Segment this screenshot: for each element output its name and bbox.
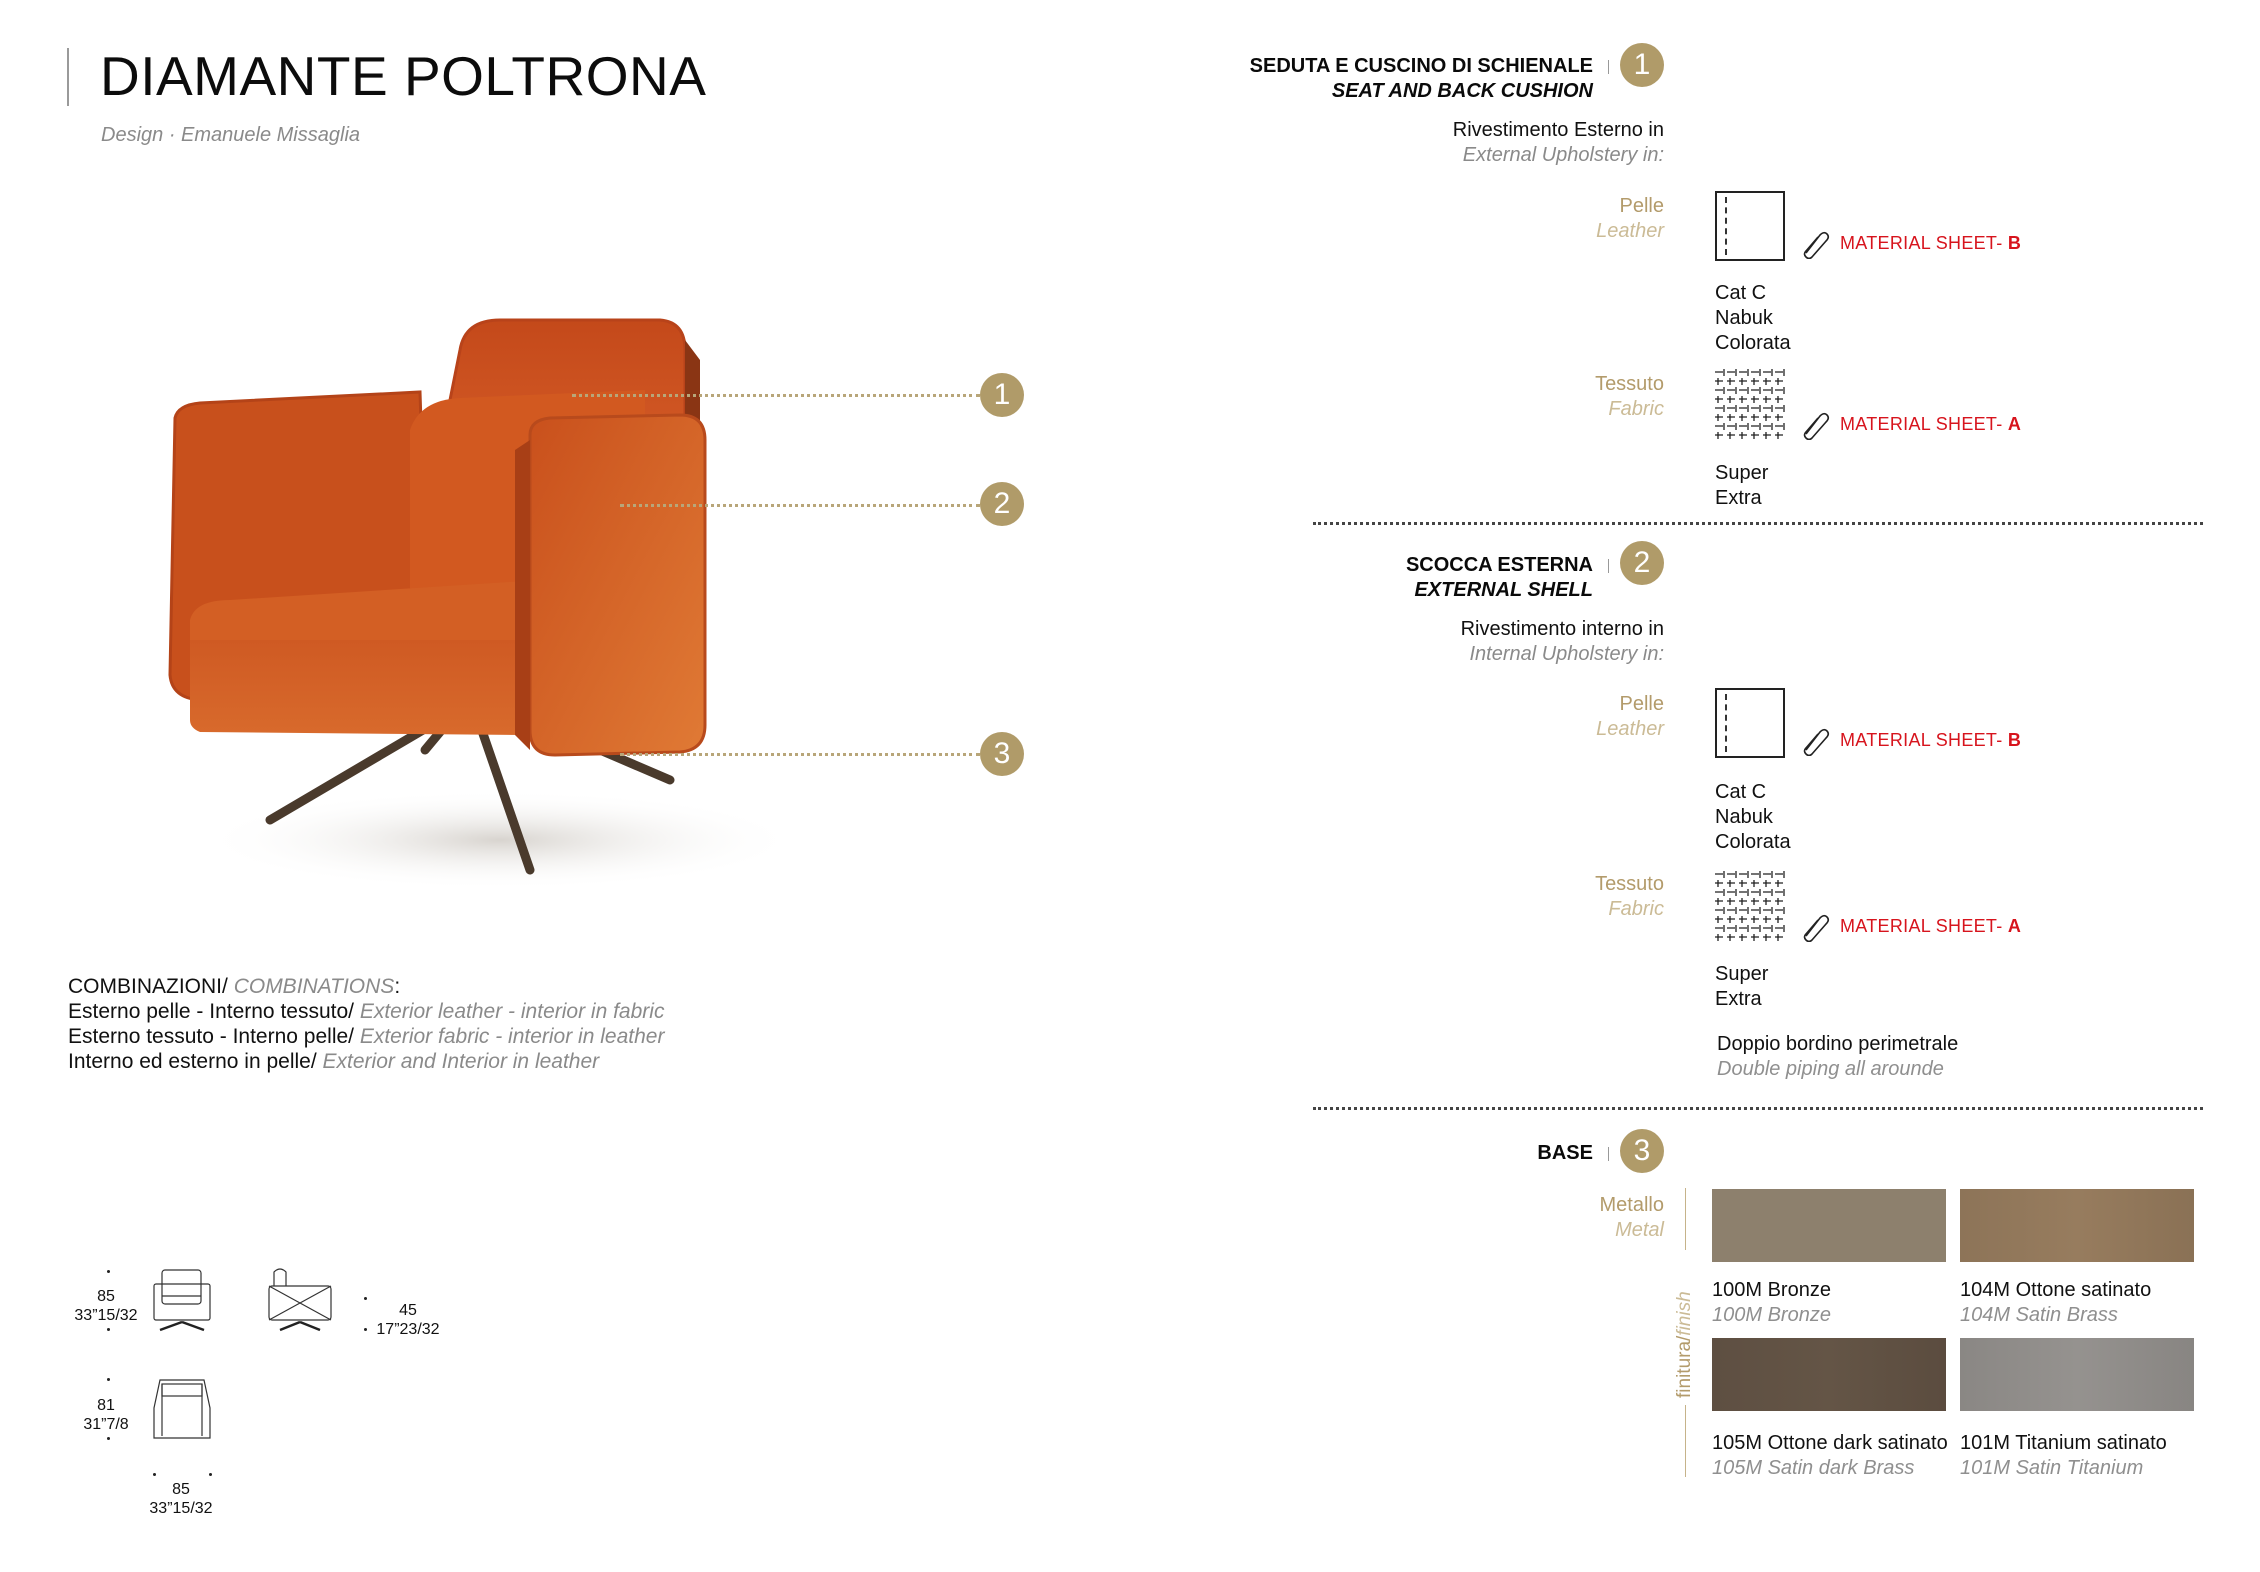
section-1-header xyxy=(1250,54,1593,104)
finish-swatch-104m[interactable] xyxy=(1960,1189,2194,1262)
callout-badge-2: 2 xyxy=(980,482,1024,526)
dimension-seat-height: 45 17”23/32 xyxy=(376,1302,440,1338)
paperclip-icon[interactable] xyxy=(1800,229,1830,259)
dimension-tick xyxy=(364,1297,367,1300)
combination-row: Interno ed esterno in pelle/ Exterior and Interior in leather xyxy=(68,1050,600,1073)
header-separator xyxy=(1608,60,1609,74)
section-1-description: Rivestimento Esterno in External Upholstery in: xyxy=(1452,119,1664,166)
dimension-tick xyxy=(153,1473,156,1476)
front-view-drawing-icon xyxy=(152,1266,212,1332)
section-3-title: BASE xyxy=(1537,1142,1593,1164)
section-3-badge: 3 xyxy=(1620,1129,1664,1173)
dimension-width: 85 33”15/32 xyxy=(149,1481,213,1517)
section-1-leather-label: Pelle Leather xyxy=(1596,195,1664,242)
dimension-tick xyxy=(107,1378,110,1381)
section-divider xyxy=(1313,1107,2203,1110)
combination-row: Esterno tessuto - Interno pelle/ Exterior fabric - interior in leather xyxy=(68,1025,665,1048)
finish-label-101m: 101M Titanium satinato 101M Satin Titanium xyxy=(1960,1432,2167,1479)
section-2-title: SCOCCA ESTERNA xyxy=(1405,554,1593,576)
dimension-depth: 81 31”7/8 xyxy=(83,1397,129,1433)
section-1-title: SEDUTA E CUSCINO DI SCHIENALE xyxy=(1249,55,1593,77)
dimension-tick xyxy=(107,1437,110,1440)
finish-swatch-100m[interactable] xyxy=(1712,1189,1946,1262)
leather-swatch-icon xyxy=(1715,191,1785,261)
finish-label-104m: 104M Ottone satinato 104M Satin Brass xyxy=(1960,1279,2152,1326)
callout-line-1 xyxy=(572,394,980,397)
section-divider xyxy=(1313,522,2203,525)
finish-swatch-105m[interactable] xyxy=(1712,1338,1946,1411)
callout-badge-1: 1 xyxy=(980,373,1024,417)
section-1-fabric-label: Tessuto Fabric xyxy=(1595,373,1664,420)
dimension-tick xyxy=(107,1328,110,1331)
section-1-fabric-categories: Super Extra xyxy=(1715,462,1769,509)
section-2-header xyxy=(1406,553,1593,603)
finish-swatch-101m[interactable] xyxy=(1960,1338,2194,1411)
section-2-leather-categories: Cat C Nabuk Colorata xyxy=(1715,781,1791,853)
designer-credit: Design · Emanuele Missaglia xyxy=(101,124,361,146)
header-separator xyxy=(1608,1147,1609,1161)
dimension-height: 85 33”15/32 xyxy=(74,1288,138,1324)
header-separator xyxy=(1608,559,1609,573)
section-2-title-en: EXTERNAL SHELL xyxy=(1414,579,1593,601)
dimension-tick xyxy=(107,1270,110,1273)
top-view-drawing-icon xyxy=(152,1378,212,1440)
section-2-fabric-label: Tessuto Fabric xyxy=(1595,873,1664,920)
section-1-title-en: SEAT AND BACK CUSHION xyxy=(1331,80,1593,102)
page-title: DIAMANTE POLTRONA xyxy=(100,45,707,107)
finish-divider-line xyxy=(1685,1188,1686,1250)
section-2-badge: 2 xyxy=(1620,541,1664,585)
section-2-leather-label: Pelle Leather xyxy=(1596,693,1664,740)
finish-divider-line xyxy=(1685,1405,1686,1477)
combinations-block xyxy=(68,974,664,1074)
combinations-heading: COMBINAZIONI/ COMBINATIONS: xyxy=(68,975,401,998)
material-sheet-b-link[interactable]: MATERIAL SHEET- B xyxy=(1840,730,2022,750)
side-view-drawing-icon xyxy=(268,1266,334,1332)
finish-label-105m: 105M Ottone dark satinato 105M Satin dark Brass xyxy=(1712,1432,1948,1479)
finish-label-100m: 100M Bronze 100M Bronze xyxy=(1712,1279,1831,1326)
section-2-description: Rivestimento interno in Internal Upholstery in: xyxy=(1460,618,1664,665)
piping-note: Doppio bordino perimetrale Double piping all arounde xyxy=(1717,1033,1959,1080)
dimension-tick xyxy=(209,1473,212,1476)
finish-vertical-label: finitura/finish xyxy=(1674,1291,1695,1398)
combination-row: Esterno pelle - Interno tessuto/ Exterior leather - interior in fabric xyxy=(68,1000,665,1023)
section-1-leather-categories: Cat C Nabuk Colorata xyxy=(1715,282,1791,354)
callout-line-3 xyxy=(620,753,980,756)
fabric-swatch-icon xyxy=(1713,368,1787,442)
callout-badge-3: 3 xyxy=(980,732,1024,776)
armchair-photo xyxy=(60,280,960,920)
dimension-tick xyxy=(364,1328,367,1331)
material-sheet-b-link[interactable]: MATERIAL SHEET- B xyxy=(1840,233,2022,253)
paperclip-icon[interactable] xyxy=(1800,912,1830,942)
metal-label: Metallo Metal xyxy=(1599,1194,1664,1241)
leather-swatch-icon xyxy=(1715,688,1785,758)
paperclip-icon[interactable] xyxy=(1800,410,1830,440)
section-1-badge: 1 xyxy=(1620,43,1664,87)
material-sheet-a-link[interactable]: MATERIAL SHEET- A xyxy=(1840,414,2022,434)
callout-line-2 xyxy=(620,504,980,507)
material-sheet-a-link[interactable]: MATERIAL SHEET- A xyxy=(1840,916,2022,936)
paperclip-icon[interactable] xyxy=(1800,726,1830,756)
title-accent-bar xyxy=(67,48,69,106)
fabric-swatch-icon xyxy=(1713,870,1787,944)
section-2-fabric-categories: Super Extra xyxy=(1715,963,1769,1010)
